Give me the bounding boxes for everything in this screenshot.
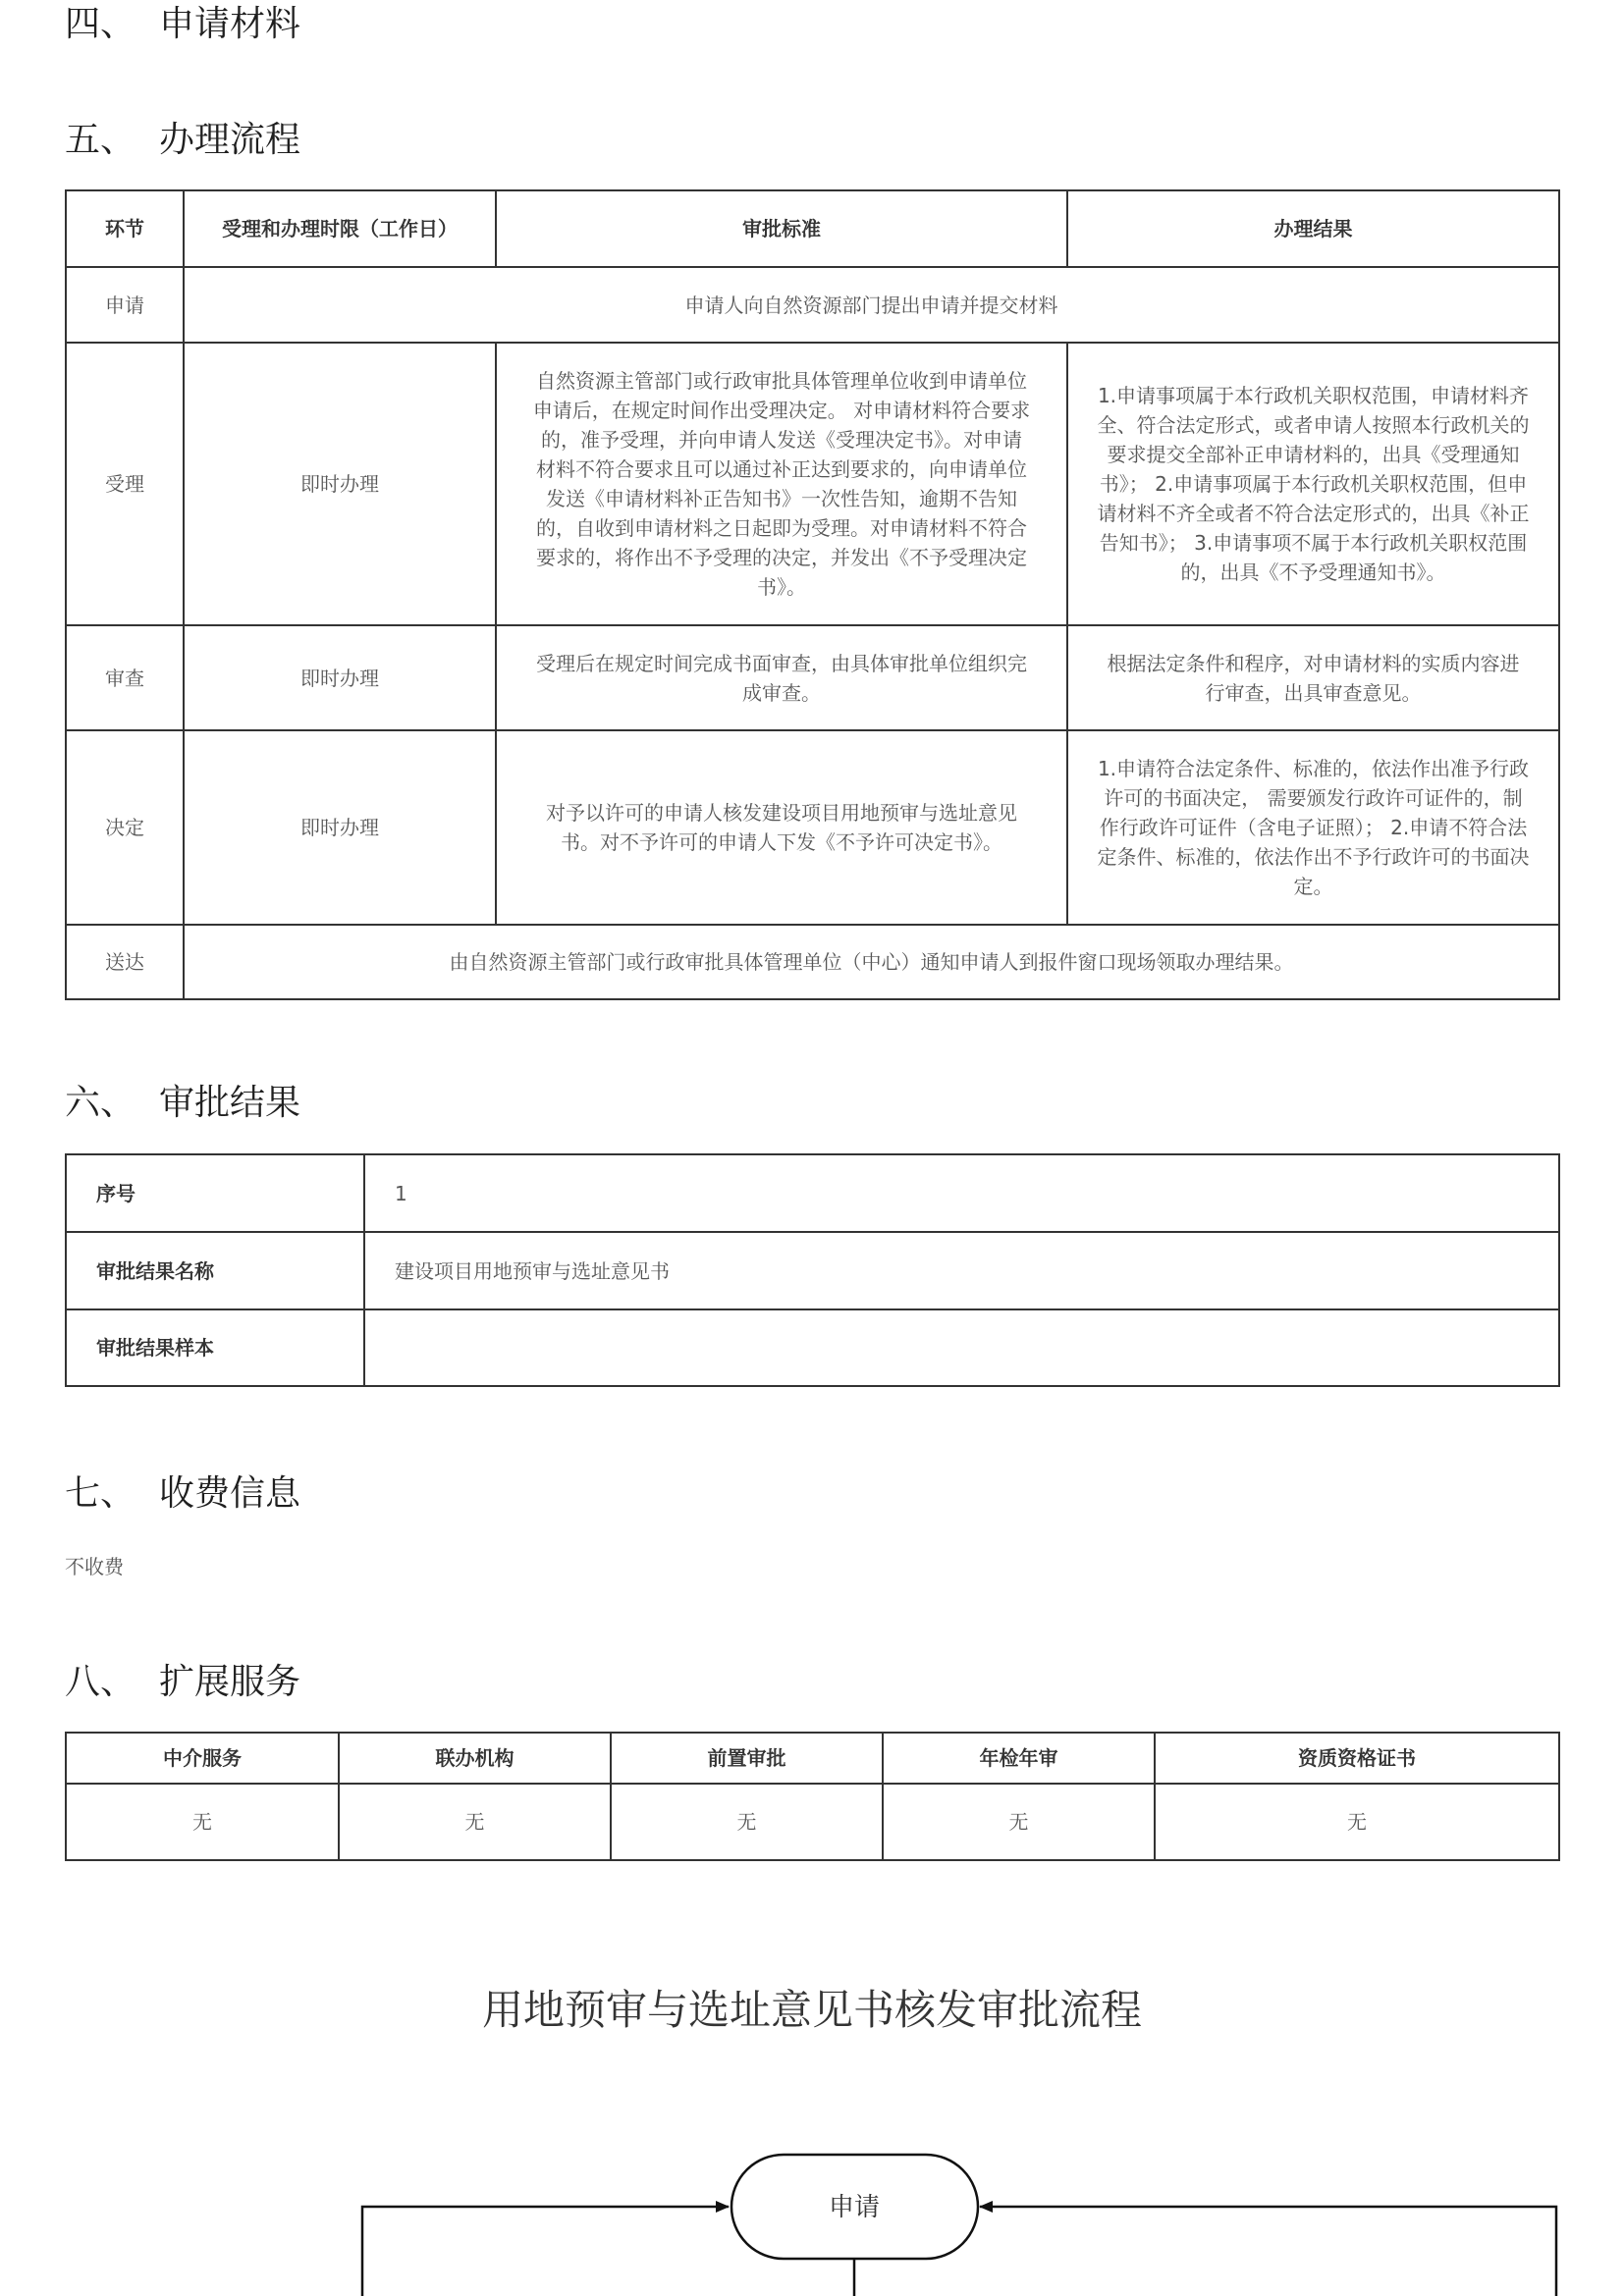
row-value: 建设项目用地预审与选址意见书 <box>364 1232 1559 1309</box>
section-number: 四、 <box>65 4 136 44</box>
row-label: 审批结果名称 <box>66 1232 364 1309</box>
standard-cell: 自然资源主管部门或行政审批具体管理单位收到申请单位申请后，在规定时间作出受理决定。 对申请材料符合要求的，准予受理，并向申请人发送《受理决定书》。对申请材料不符合要求且可以通过补正达到要求的，向申请单位发送《申请材料补正告知书》一次性告知，逾期不告知的，自收到申请材料之日起即为受理。对申请材料不符合要求的，将作出不予受理的决定，并发出《不予受理决定书》。 <box>496 343 1067 625</box>
table-row <box>66 625 1559 730</box>
table-row <box>66 1232 1559 1309</box>
table-row <box>66 925 1559 999</box>
time-cell: 即时办理 <box>184 625 496 730</box>
section-title: 办理流程 <box>159 120 301 160</box>
result-table <box>65 1153 1560 1387</box>
stage-cell: 申请 <box>66 267 184 343</box>
merged-cell: 申请人向自然资源部门提出申请并提交材料 <box>184 267 1559 343</box>
column-header: 年检年审 <box>883 1733 1155 1784</box>
section-number: 八、 <box>65 1662 136 1702</box>
flow-node-label: 申请 <box>828 2193 881 2222</box>
table-header-row <box>66 190 1559 267</box>
stage-cell: 送达 <box>66 925 184 999</box>
section-number: 六、 <box>65 1083 136 1123</box>
stage-cell: 决定 <box>66 730 184 925</box>
merged-cell: 由自然资源主管部门或行政审批具体管理单位（中心）通知申请人到报件窗口现场领取办理结果。 <box>184 925 1559 999</box>
result-cell: 根据法定条件和程序，对申请材料的实质内容进行审查，出具审查意见。 <box>1067 625 1559 730</box>
flow-node-apply <box>731 2155 978 2259</box>
result-cell: 1.申请事项属于本行政机关职权范围，申请材料齐全、符合法定形式，或者申请人按照本行政机关的要求提交全部补正申请材料的，出具《受理通知书》； 2.申请事项属于本行政机关职权范围，但申请材料不齐全或者不符合法定形式的，出具《补正告知书》； 3.申请事项不属于本行政机关职权范围的，出具《不予受理通知书》。 <box>1067 343 1559 625</box>
time-cell: 即时办理 <box>184 343 496 625</box>
section-number: 七、 <box>65 1473 136 1514</box>
column-header: 资质资格证书 <box>1155 1733 1559 1784</box>
table-row <box>66 1784 1559 1860</box>
column-header: 办理结果 <box>1067 190 1559 267</box>
section-title: 收费信息 <box>159 1473 301 1514</box>
row-label: 序号 <box>66 1154 364 1232</box>
standard-cell: 受理后在规定时间完成书面审查，由具体审批单位组织完成审查。 <box>496 625 1067 730</box>
column-header: 受理和办理时限（工作日） <box>184 190 496 267</box>
table-row <box>66 343 1559 625</box>
value-cell: 无 <box>339 1784 611 1860</box>
section-number: 五、 <box>65 120 136 160</box>
stage-cell: 受理 <box>66 343 184 625</box>
section-title: 申请材料 <box>159 4 301 44</box>
flowchart-title: 用地预审与选址意见书核发审批流程 <box>481 1986 1142 2034</box>
column-header: 前置审批 <box>611 1733 883 1784</box>
section-heading-result <box>65 1075 300 1125</box>
table-row <box>66 267 1559 343</box>
section-title: 扩展服务 <box>159 1662 301 1702</box>
flow-connector-right <box>980 2207 1556 2296</box>
column-header: 中介服务 <box>66 1733 339 1784</box>
section-heading-extended <box>65 1654 300 1704</box>
table-row <box>66 730 1559 925</box>
table-row <box>66 1309 1559 1386</box>
table-row <box>66 1154 1559 1232</box>
stage-cell: 审查 <box>66 625 184 730</box>
row-label: 审批结果样本 <box>66 1309 364 1386</box>
row-value: 1 <box>364 1154 1559 1232</box>
value-cell: 无 <box>1155 1784 1559 1860</box>
section-title: 审批结果 <box>159 1083 301 1123</box>
extended-services-table <box>65 1732 1560 1861</box>
table-header-row <box>66 1733 1559 1784</box>
flow-connector-left <box>362 2207 729 2296</box>
value-cell: 无 <box>66 1784 339 1860</box>
column-header: 联办机构 <box>339 1733 611 1784</box>
result-cell: 1.申请符合法定条件、标准的，依法作出准予行政许可的书面决定， 需要颁发行政许可证件的，制作行政许可证件（含电子证照）； 2.申请不符合法定条件、标准的，依法作出不予行政许可的书面决定。 <box>1067 730 1559 925</box>
section-heading-fee <box>65 1466 300 1516</box>
column-header: 审批标准 <box>496 190 1067 267</box>
column-header: 环节 <box>66 190 184 267</box>
fee-text: 不收费 <box>65 1555 124 1578</box>
row-value <box>364 1309 1559 1386</box>
section-heading-process <box>65 112 300 162</box>
value-cell: 无 <box>611 1784 883 1860</box>
process-table <box>65 189 1560 1000</box>
section-heading-materials <box>65 0 300 46</box>
flowchart <box>0 2140 1624 2296</box>
time-cell: 即时办理 <box>184 730 496 925</box>
value-cell: 无 <box>883 1784 1155 1860</box>
standard-cell: 对予以许可的申请人核发建设项目用地预审与选址意见书。对不予许可的申请人下发《不予许可决定书》。 <box>496 730 1067 925</box>
